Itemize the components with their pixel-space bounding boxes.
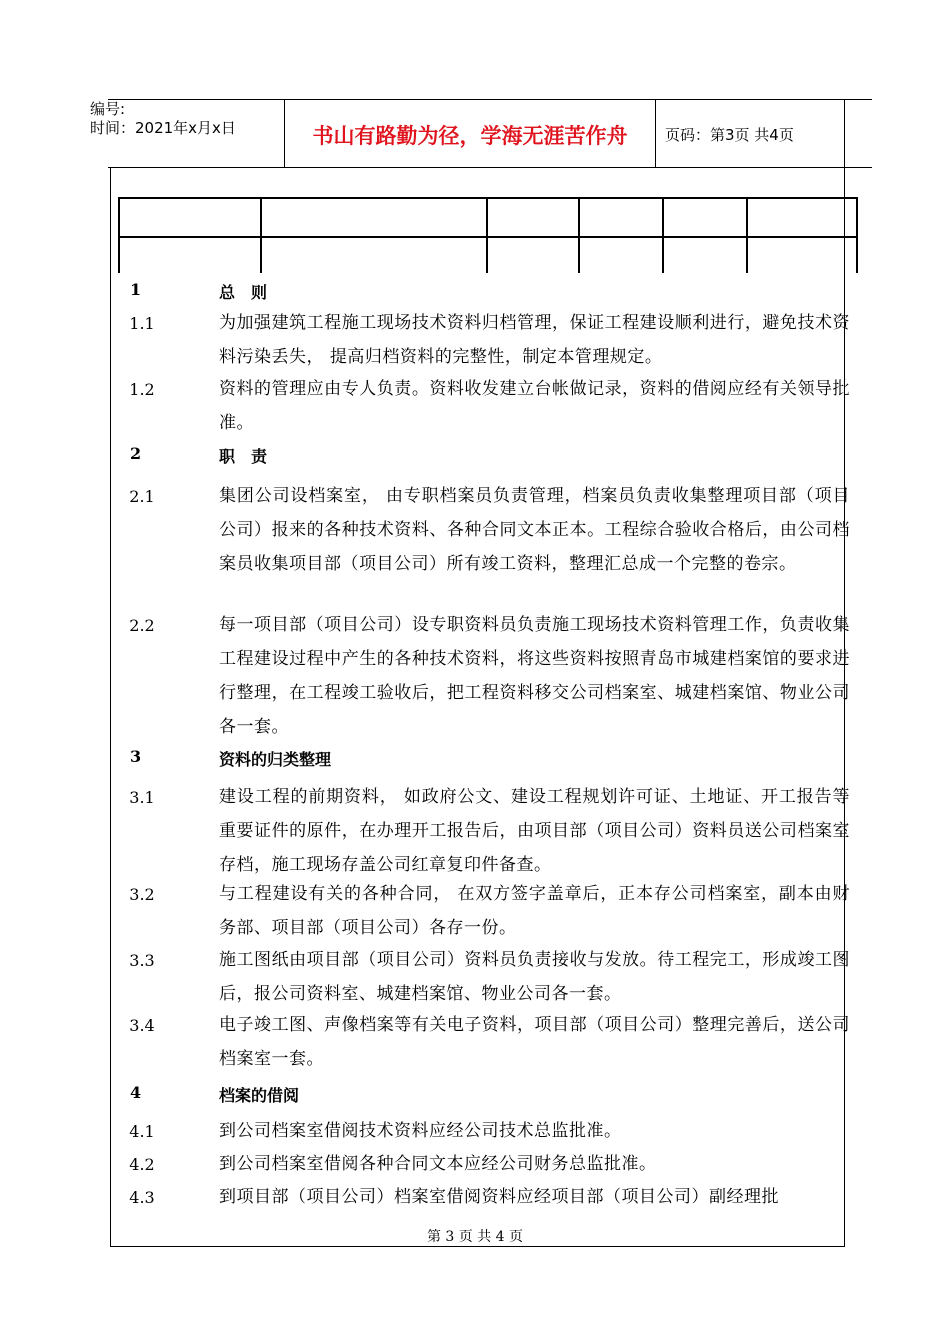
body-bottom-rule — [110, 1246, 845, 1247]
item-1-2-text: 资料的管理应由专人负责。资料收发建立台帐做记录，资料的借阅应经有关领导批准。 — [219, 379, 850, 433]
item-4-3-number: 4.3 — [129, 1188, 155, 1207]
body-left-border — [110, 167, 111, 1247]
item-2-2-number: 2.2 — [129, 616, 155, 635]
item-2-2-text: 每一项目部（项目公司）设专职资料员负责施工现场技术资料管理工作，负责收集工程建设过程中产生的各种技术资料，将这些资料按照青岛市城建档案馆的要求进行整理，在工程竣工验收后，把工程资料移交公司档案室、城建档案馆、物业公司各一套。 — [219, 615, 850, 737]
item-2-1-text: 集团公司设档案室， 由专职档案员负责管理，档案员负责收集整理项目部（项目公司）报来的各种技术资料、各种合同文本正本。工程综合验收合格后，由公司档案员收集项目部（项目公司）所有竣工资料，整理汇总成一个完整的卷宗。 — [219, 486, 850, 574]
header-bottom-rule — [108, 167, 872, 168]
grid-col-6 — [856, 197, 858, 273]
item-3-3-number: 3.3 — [129, 951, 155, 970]
item-2-1-number: 2.1 — [129, 487, 155, 506]
item-1-2-number: 1.2 — [129, 380, 155, 399]
header-meta — [90, 100, 236, 138]
grid-col-0 — [118, 197, 120, 273]
item-3-2-number: 3.2 — [129, 885, 155, 904]
item-1-1-text: 为加强建筑工程施工现场技术资料归档管理，保证工程建设顺利进行，避免技术资料污染丢失， 提高归档资料的完整性，制定本管理规定。 — [219, 313, 850, 367]
item-3-4-number: 3.4 — [129, 1016, 155, 1035]
section-1-number: 1 — [130, 280, 142, 299]
header-divider-3 — [844, 99, 845, 167]
item-4-2-text: 到公司档案室借阅各种合同文本应经公司财务总监批准。 — [219, 1154, 657, 1174]
page-footer: 第 3 页 共 4 页 — [426, 1229, 524, 1245]
grid-col-1 — [260, 197, 262, 273]
item-4-2-number: 4.2 — [129, 1155, 155, 1174]
item-3-3-text: 施工图纸由项目部（项目公司）资料员负责接收与发放。待工程完工，形成竣工图后，报公司资料室、城建档案馆、物业公司各一套。 — [219, 950, 850, 1004]
header-divider-2 — [655, 99, 656, 167]
item-4-1-text: 到公司档案室借阅技术资料应经公司技术总监批准。 — [219, 1121, 622, 1141]
item-1-1-number: 1.1 — [129, 314, 155, 333]
section-1-title: 总 则 — [219, 283, 268, 302]
item-3-2-text: 与工程建设有关的各种合同， 在双方签字盖章后，正本存公司档案室，副本由财务部、项目部（项目公司）各存一份。 — [219, 884, 850, 938]
grid-col-4 — [662, 197, 664, 273]
section-3-title: 资料的归类整理 — [219, 750, 332, 769]
item-3-4-text: 电子竣工图、声像档案等有关电子资料，项目部（项目公司）整理完善后，送公司档案室一套。 — [219, 1015, 850, 1069]
grid-col-2 — [486, 197, 488, 273]
section-4-number: 4 — [130, 1083, 142, 1102]
section-4-title: 档案的借阅 — [219, 1086, 300, 1105]
grid-col-3 — [578, 197, 580, 273]
item-4-1-number: 4.1 — [129, 1122, 155, 1141]
item-3-1-text: 建设工程的前期资料， 如政府公文、建设工程规划许可证、土地证、开工报告等重要证件的原件，在办理开工报告后，由项目部（项目公司）资料员送公司档案室存档，施工现场存盖公司红章复印件备查。 — [219, 787, 850, 875]
grid-col-5 — [746, 197, 748, 273]
section-2-title: 职 责 — [219, 447, 268, 466]
time-label: 时间：2021年x月x日 — [90, 119, 236, 137]
code-label: 编号: — [90, 100, 126, 118]
section-3-number: 3 — [130, 747, 142, 766]
header-motto: 书山有路勤为径，学海无涯苦作舟 — [312, 124, 628, 148]
item-4-3-text: 到项目部（项目公司）档案室借阅资料应经项目部（项目公司）副经理批 — [219, 1187, 779, 1207]
item-3-1-number: 3.1 — [129, 788, 155, 807]
header-page-info: 页码：第3页 共4页 — [665, 126, 794, 144]
section-2-number: 2 — [130, 444, 142, 463]
